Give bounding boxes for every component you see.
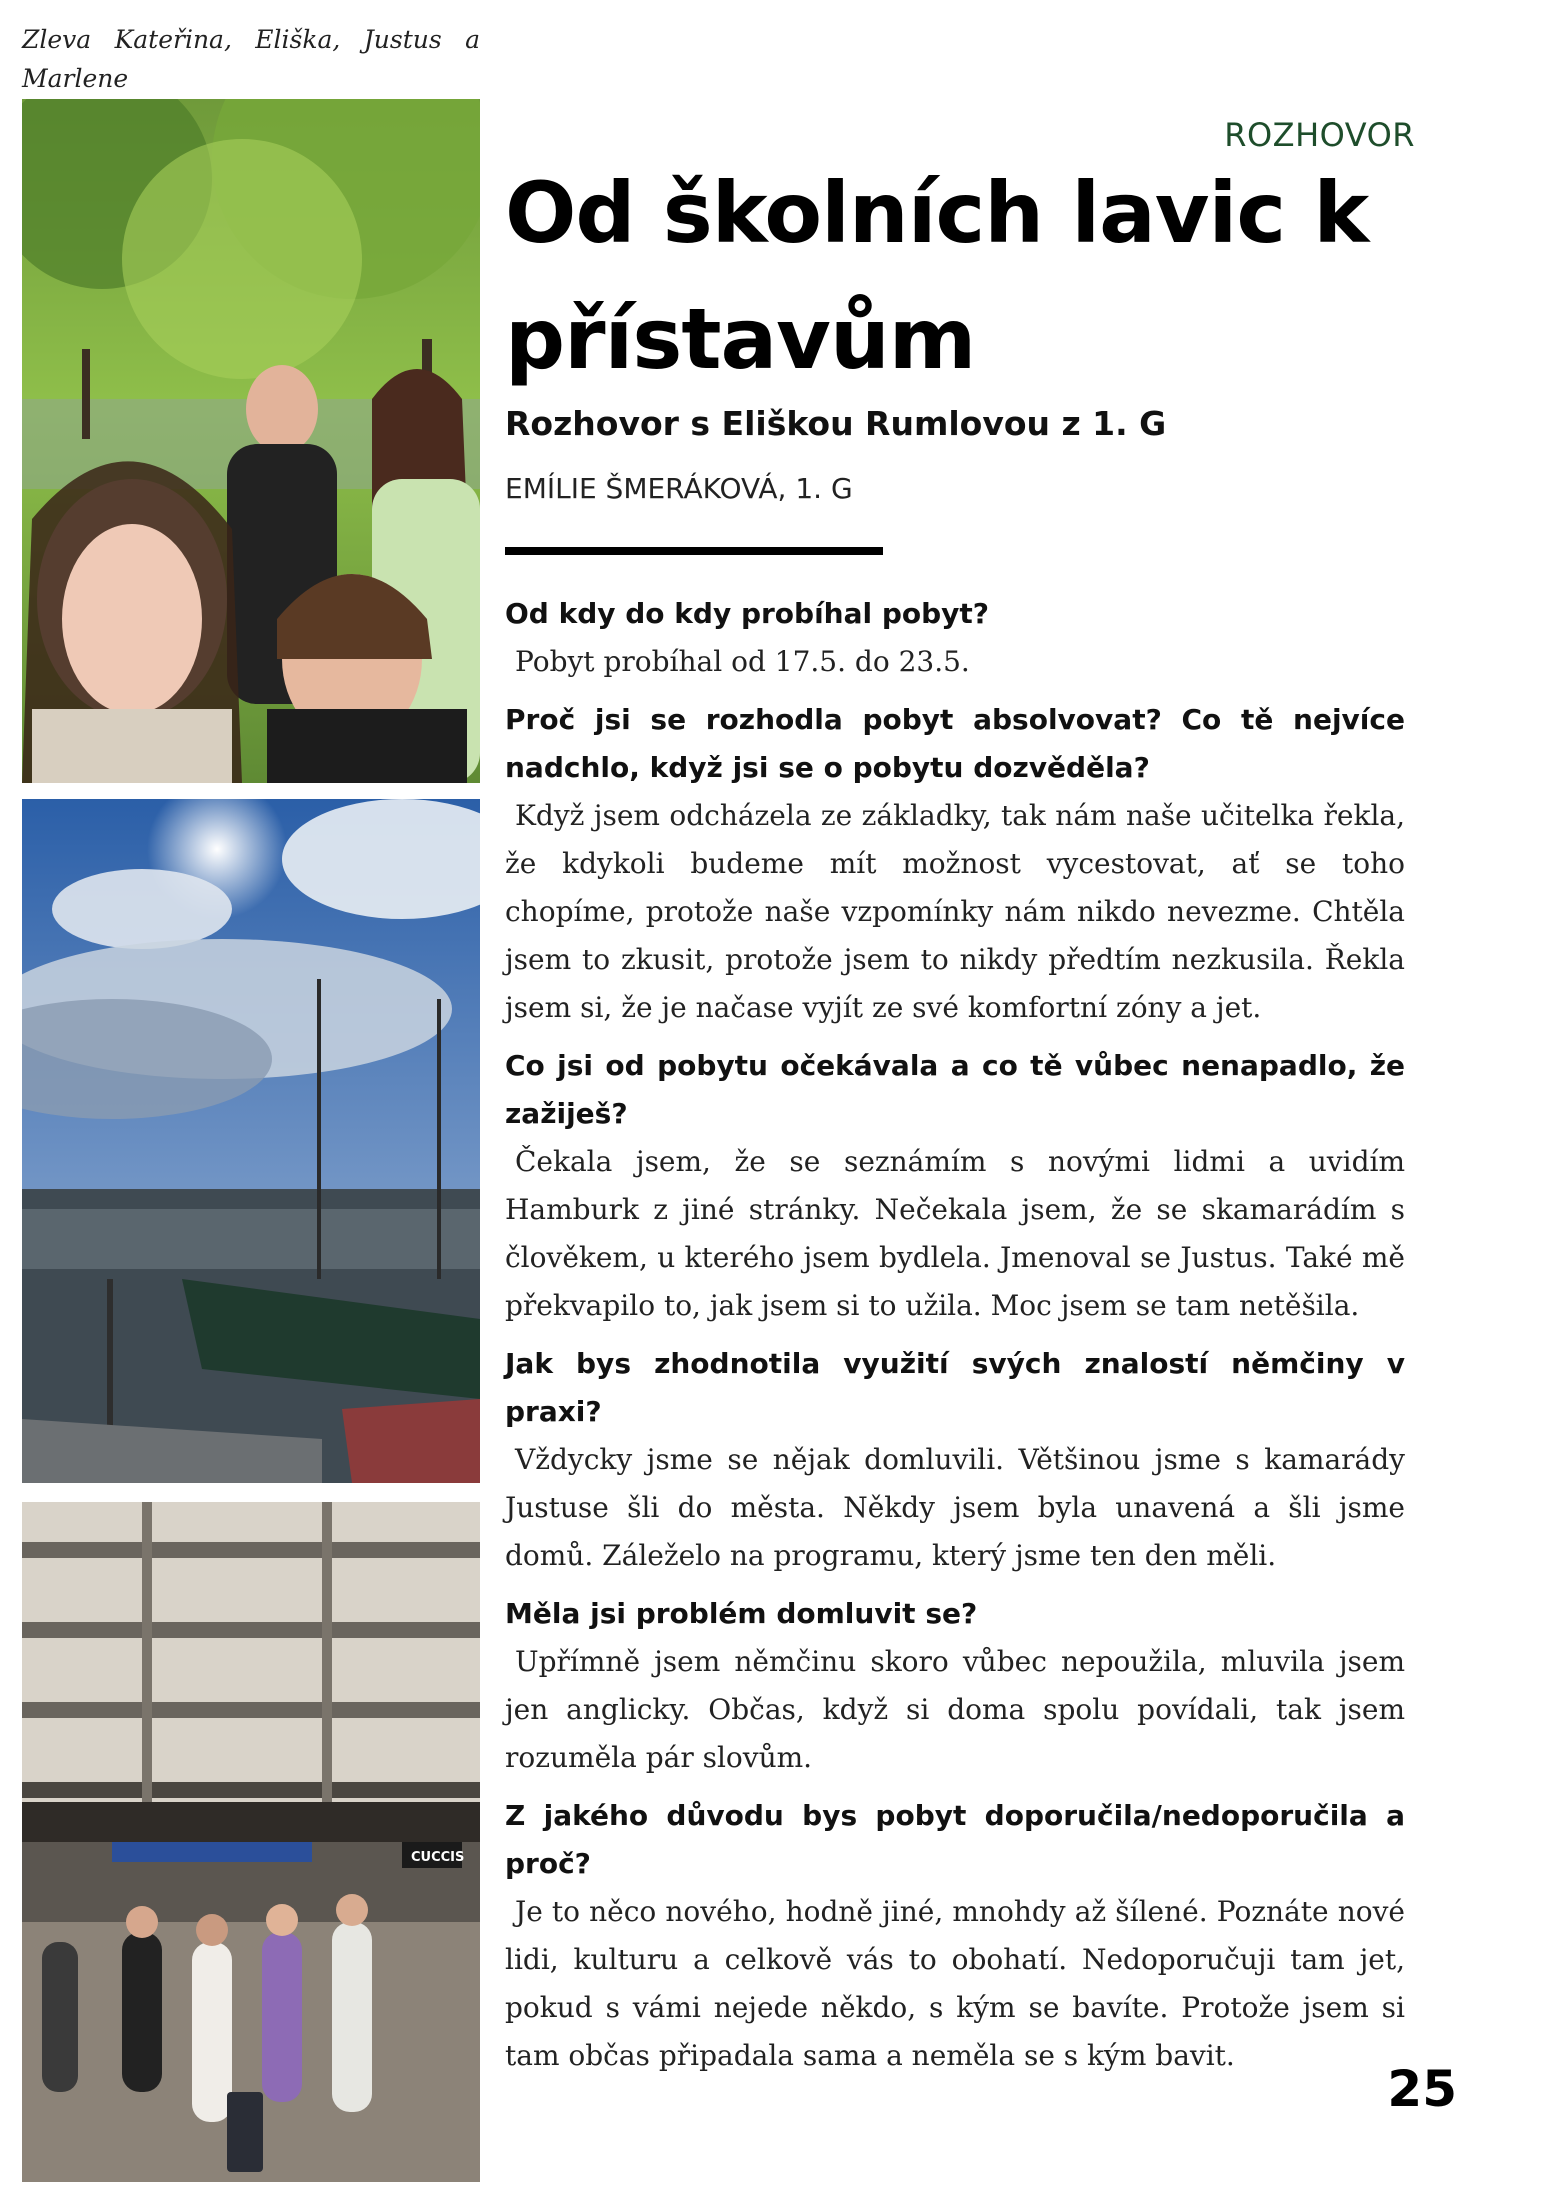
station-sign-text: CUCCIS xyxy=(411,1850,465,1865)
title-divider xyxy=(505,547,883,555)
article-subtitle: Rozhovor s Eliškou Rumlovou z 1. G xyxy=(505,404,1167,443)
article-title: Od školních lavic k přístavům xyxy=(505,164,1369,388)
harbor-photo xyxy=(22,799,480,1483)
interview-question-5: Měla jsi problém domluvit se? xyxy=(505,1597,978,1630)
interview-answer-5: Upřímně jsem němčinu skoro vůbec nepoužila, mluvila jsem jen anglicky. Občas, když si doma spolu povídali, tak jsem rozuměla pár slovům. xyxy=(505,1645,1405,1774)
interview-answer-3: Čekala jsem, že se seznámím s novými lidmi a uvidím Hamburk z jiné stránky. Nečekala jsem, že se skamarádím s člověkem, u kterého jsem bydlela. Jmenoval se Justus. Také mě překvapilo to, jak jsem si to užila. Moc jsem se tam netěšila. xyxy=(505,1145,1405,1322)
train-station-illustration xyxy=(22,1502,480,2182)
interview-question-4: Jak bys zhodnotila využití svých znalostí němčiny v praxi? xyxy=(505,1347,1405,1428)
interview-question-6: Z jakého důvodu bys pobyt doporučila/nedoporučila a proč? xyxy=(505,1799,1405,1880)
photo-caption xyxy=(22,20,480,98)
page-number: 25 xyxy=(1387,2060,1457,2118)
interview-question-2: Proč jsi se rozhodla pobyt absolvovat? Co tě nejvíce nadchlo, když jsi se o pobytu dozvěděla? xyxy=(505,703,1405,784)
interview-question-3: Co jsi od pobytu očekávala a co tě vůbec nenapadlo, že zažiješ? xyxy=(505,1049,1405,1130)
group-selfie-illustration xyxy=(22,99,480,783)
interview-body xyxy=(505,590,1405,2090)
interview-question-1: Od kdy do kdy probíhal pobyt? xyxy=(505,597,990,630)
section-label: ROZHOVOR xyxy=(1224,116,1415,154)
harbor-illustration xyxy=(22,799,480,1483)
interview-answer-1: Pobyt probíhal od 17.5. do 23.5. xyxy=(515,645,970,678)
article-author: EMÍLIE ŠMERÁKOVÁ, 1. G xyxy=(505,472,853,505)
photo-caption-line1: Zleva Kateřina, Eliška, Justus a xyxy=(22,25,480,54)
photo-caption-line2: Marlene xyxy=(22,64,129,93)
interview-answer-2: Když jsem odcházela ze základky, tak nám naše učitelka řekla, že kdykoli budeme mít možnost vycestovat, ať se toho chopíme, protože naše vzpomínky nám nikdo nevezme. Chtěla jsem to zkusit, protože jsem to nikdy předtím nezkusila. Řekla jsem si, že je načase vyjít ze své komfortní zóny a jet. xyxy=(505,799,1405,1024)
train-station-photo xyxy=(22,1502,480,2182)
group-selfie-photo xyxy=(22,99,480,783)
interview-answer-4: Vždycky jsme se nějak domluvili. Většinou jsme s kamarády Justuse šli do města. Někdy jsem byla unavená a šli jsme domů. Záleželo na programu, který jsme ten den měli. xyxy=(505,1443,1405,1572)
interview-answer-6: Je to něco nového, hodně jiné, mnohdy až šílené. Poznáte nové lidi, kulturu a celkově vás to obohatí. Nedoporučuji tam jet, pokud s vámi nejede někdo, s kým se bavíte. Protože jsem si tam občas připadala sama a neměla se s kým bavit. xyxy=(505,1895,1405,2072)
